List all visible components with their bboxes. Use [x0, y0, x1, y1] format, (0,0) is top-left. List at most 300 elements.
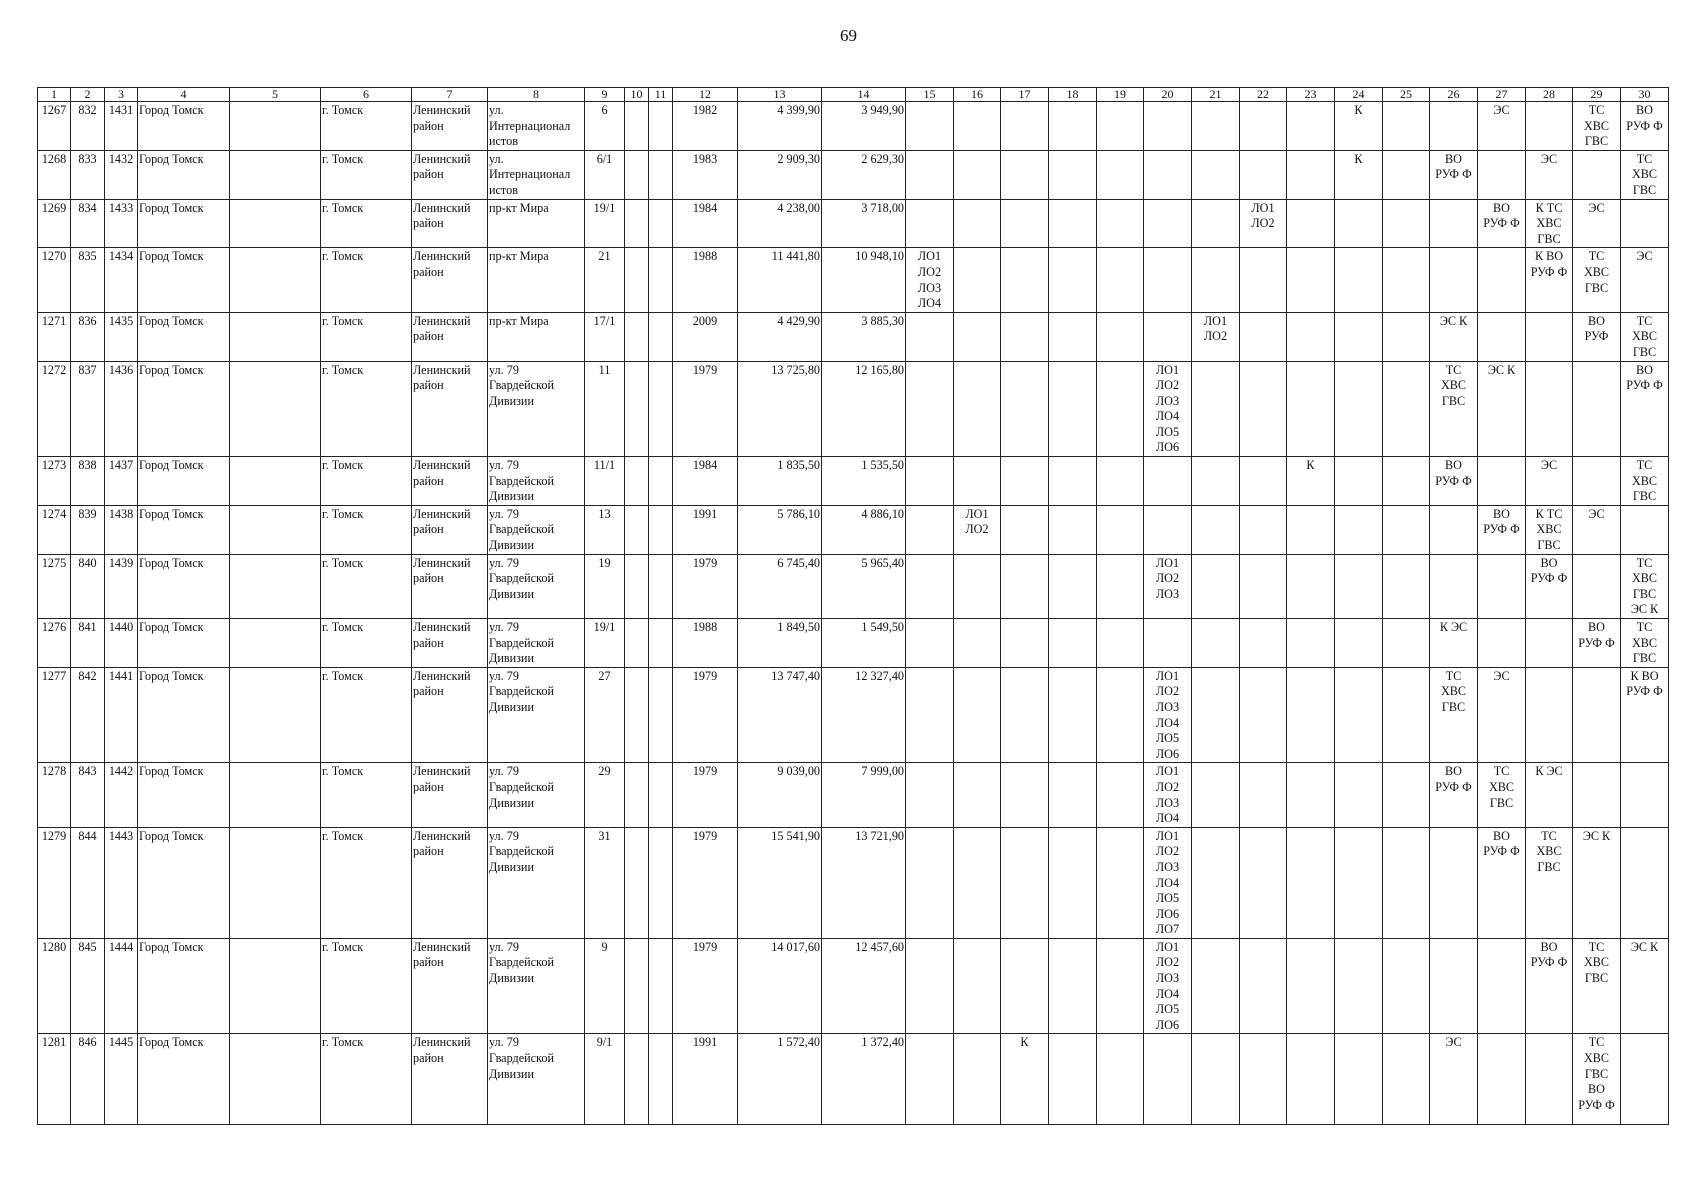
cell-line: ЛО3 [1155, 859, 1180, 874]
table-cell-col-30 [1621, 667, 1669, 763]
table-cell-col-15 [906, 554, 954, 618]
table-cell-col-27 [1478, 938, 1526, 1034]
cell-line: ТС [1588, 939, 1605, 954]
table-cell-col-14: 13 721,90 [822, 827, 906, 938]
table-cell-col-15 [906, 457, 954, 506]
cell-line: ВО [1493, 828, 1510, 843]
table-cell-col-29 [1573, 667, 1621, 763]
table-cell-col-24 [1335, 554, 1383, 618]
cell-line: ГВС [1537, 859, 1561, 874]
table-cell-col-27 [1478, 763, 1526, 827]
table-cell-col-20 [1144, 361, 1192, 457]
cell-line: Гвардейской [489, 635, 554, 650]
cell-line: ЛО3 [1155, 971, 1180, 986]
cell-line: ГВС [1584, 134, 1609, 149]
cell-line: ЛО4 [1155, 875, 1180, 890]
table-cell-col-28: К ЭС [1526, 763, 1573, 827]
cell-line: РУФ Ф [1483, 522, 1520, 537]
cell-line: ВО [1636, 103, 1653, 117]
table-cell-col-18 [1049, 827, 1097, 938]
table-cell-col-23: К [1287, 457, 1335, 506]
table-cell-col-3: 1433 [105, 199, 138, 248]
table-cell-col-18 [1049, 199, 1097, 248]
table-cell-col-11 [649, 827, 673, 938]
table-cell-col-17 [1001, 667, 1049, 763]
column-header: 29 [1573, 88, 1621, 102]
table-cell-col-10 [625, 763, 649, 827]
table-cell-col-13: 13 747,40 [738, 667, 822, 763]
table-cell-col-24 [1335, 619, 1383, 668]
table-cell-col-4: Город Томск [138, 248, 230, 312]
table-cell-col-13: 15 541,90 [738, 827, 822, 938]
table-cell-col-28 [1526, 505, 1573, 554]
table-cell-col-5 [230, 667, 321, 763]
table-cell-col-8 [488, 667, 585, 763]
cell-line: ГВС [1632, 344, 1657, 359]
cell-line: ЛО1 [1155, 764, 1180, 779]
cell-line: ЛО1 [1155, 828, 1180, 843]
cell-line: Гвардейской [489, 522, 554, 537]
table-cell-col-18 [1049, 457, 1097, 506]
table-cell-col-7 [412, 150, 488, 199]
table-cell-col-16 [954, 312, 1001, 361]
table-cell-col-17 [1001, 938, 1049, 1034]
table-cell-col-18 [1049, 102, 1097, 151]
table-cell-col-10 [625, 457, 649, 506]
table-cell-col-16 [954, 667, 1001, 763]
table-cell-col-25 [1383, 361, 1430, 457]
table-cell-col-18 [1049, 938, 1097, 1034]
table-cell-col-22 [1240, 1034, 1287, 1125]
cell-line: Ленинский [413, 103, 471, 117]
table-cell-col-18 [1049, 312, 1097, 361]
cell-line: район [413, 635, 444, 650]
table-cell-col-28 [1526, 102, 1573, 151]
column-header: 13 [738, 88, 822, 102]
table-cell-col-30 [1621, 361, 1669, 457]
table-cell-col-26 [1430, 361, 1478, 457]
cell-line: ТС [1588, 1035, 1605, 1050]
table-cell-col-11 [649, 248, 673, 312]
cell-line: Ленинский [413, 506, 471, 521]
table-cell-col-10 [625, 150, 649, 199]
table-cell-col-15 [906, 827, 954, 938]
cell-line: Ленинский [413, 620, 471, 634]
cell-line: Дивизии [489, 538, 534, 553]
table-cell-col-21 [1192, 102, 1240, 151]
table-cell-col-10 [625, 554, 649, 618]
table-cell-col-9: 6/1 [585, 150, 625, 199]
table-cell-col-22 [1240, 361, 1287, 457]
table-cell-col-17 [1001, 619, 1049, 668]
table-cell-col-11 [649, 554, 673, 618]
cell-line: ХВС [1631, 473, 1658, 488]
table-cell-col-14: 1 372,40 [822, 1034, 906, 1125]
cell-line: Ленинский [413, 555, 471, 570]
cell-line: Ленинский [413, 313, 471, 328]
column-header: 19 [1097, 88, 1144, 102]
cell-line: ЛО2 [1155, 571, 1180, 586]
cell-line: район [413, 571, 444, 586]
cell-line: К ТС [1535, 506, 1563, 521]
cell-line: истов [489, 134, 518, 149]
table-cell-col-9: 9/1 [585, 1034, 625, 1125]
table-cell-col-14: 12 457,60 [822, 938, 906, 1034]
table-cell-col-1: 1281 [38, 1034, 71, 1125]
table-cell-col-22 [1240, 619, 1287, 668]
column-header: 8 [488, 88, 585, 102]
table-cell-col-21 [1192, 667, 1240, 763]
cell-line: Гвардейской [489, 955, 554, 970]
table-cell-col-1: 1269 [38, 199, 71, 248]
cell-line: ЛО1 [1203, 313, 1228, 328]
table-cell-col-4: Город Томск [138, 361, 230, 457]
cell-line: ХВС [1536, 522, 1562, 537]
table-cell-col-11 [649, 150, 673, 199]
cell-line: ТС [1636, 313, 1653, 328]
table-cell-col-12: 1979 [673, 763, 738, 827]
table-cell-col-14: 3 949,90 [822, 102, 906, 151]
table-cell-col-26: К ЭС [1430, 619, 1478, 668]
table-cell-col-8 [488, 199, 585, 248]
cell-line: ВО [1636, 362, 1653, 377]
table-cell-col-2: 838 [71, 457, 105, 506]
cell-line: Дивизии [489, 489, 534, 504]
cell-line: ЛО2 [1155, 955, 1180, 970]
table-cell-col-3: 1437 [105, 457, 138, 506]
table-cell-col-5 [230, 505, 321, 554]
table-cell-col-16 [954, 199, 1001, 248]
table-cell-col-2: 843 [71, 763, 105, 827]
table-cell-col-4: Город Томск [138, 554, 230, 618]
table-cell-col-20 [1144, 248, 1192, 312]
column-header: 15 [906, 88, 954, 102]
cell-line: ЛО1 [917, 249, 942, 264]
cell-line: ЛО6 [1155, 440, 1180, 455]
cell-line: ул. 79 [489, 1035, 519, 1050]
table-cell-col-4: Город Томск [138, 938, 230, 1034]
table-cell-col-12: 1979 [673, 361, 738, 457]
table-cell-col-23 [1287, 827, 1335, 938]
table-cell-col-4: Город Томск [138, 505, 230, 554]
cell-line: ЛО3 [1155, 699, 1180, 714]
table-cell-col-17 [1001, 554, 1049, 618]
table-cell-col-20 [1144, 554, 1192, 618]
cell-line: РУФ Ф [1578, 635, 1615, 650]
cell-line: РУФ Ф [1530, 264, 1568, 279]
cell-line: Дивизии [489, 393, 534, 408]
table-cell-col-24 [1335, 248, 1383, 312]
cell-line: К ВО [1630, 668, 1659, 683]
cell-line: ЛО4 [1155, 811, 1180, 826]
column-header: 14 [822, 88, 906, 102]
column-header: 5 [230, 88, 321, 102]
column-header: 12 [673, 88, 738, 102]
table-cell-col-23 [1287, 248, 1335, 312]
table-cell-col-25 [1383, 199, 1430, 248]
cell-line: РУФ Ф [1626, 684, 1663, 699]
table-cell-col-29 [1573, 763, 1621, 827]
table-row [38, 150, 1669, 199]
table-cell-col-16 [954, 361, 1001, 457]
table-cell-col-30: ЭС [1621, 248, 1669, 312]
cell-line: К ТС [1535, 200, 1563, 215]
table-cell-col-10 [625, 938, 649, 1034]
table-cell-col-30 [1621, 763, 1669, 827]
cell-line: ЛО2 [1203, 329, 1228, 344]
table-cell-col-29 [1573, 554, 1621, 618]
table-cell-col-4: Город Томск [138, 102, 230, 151]
cell-line: ХВС [1583, 264, 1610, 279]
cell-line: Ленинский [413, 151, 471, 166]
table-cell-col-4: Город Томск [138, 199, 230, 248]
table-cell-col-21 [1192, 248, 1240, 312]
table-cell-col-27 [1478, 199, 1526, 248]
table-cell-col-19 [1097, 199, 1144, 248]
table-cell-col-21 [1192, 361, 1240, 457]
table-cell-col-14: 3 718,00 [822, 199, 906, 248]
cell-line: ХВС [1536, 844, 1562, 859]
table-cell-col-17 [1001, 312, 1049, 361]
table-cell-col-29 [1573, 248, 1621, 312]
table-cell-col-11 [649, 505, 673, 554]
table-cell-col-1: 1279 [38, 827, 71, 938]
table-cell-col-22 [1240, 554, 1287, 618]
column-header: 30 [1621, 88, 1669, 102]
table-cell-col-11 [649, 667, 673, 763]
table-cell-col-6: г. Томск [321, 150, 412, 199]
cell-line: ТС [1588, 103, 1605, 117]
table-cell-col-5 [230, 312, 321, 361]
table-cell-col-13: 11 441,80 [738, 248, 822, 312]
cell-line: пр-кт Мира [489, 313, 549, 328]
cell-line: ЛО1 [1155, 362, 1180, 377]
cell-line: Ленинский [413, 458, 471, 473]
cell-line: Ленинский [413, 668, 471, 683]
table-cell-col-15 [906, 150, 954, 199]
table-cell-col-23 [1287, 150, 1335, 199]
table-cell-col-19 [1097, 554, 1144, 618]
cell-line: ЛО1 [1155, 939, 1180, 954]
cell-line: истов [489, 182, 518, 197]
table-cell-col-20 [1144, 150, 1192, 199]
cell-line: РУФ Ф [1435, 473, 1472, 488]
table-cell-col-24: К [1335, 102, 1383, 151]
table-cell-col-12: 1979 [673, 827, 738, 938]
table-cell-col-12: 1988 [673, 619, 738, 668]
table-cell-col-20 [1144, 938, 1192, 1034]
cell-line: район [413, 167, 444, 182]
table-cell-col-25 [1383, 102, 1430, 151]
column-header: 7 [412, 88, 488, 102]
table-cell-col-12: 1991 [673, 1034, 738, 1125]
table-cell-col-9: 27 [585, 667, 625, 763]
table-cell-col-24 [1335, 1034, 1383, 1125]
table-row [38, 619, 1669, 668]
table-cell-col-30 [1621, 312, 1669, 361]
table-cell-col-5 [230, 938, 321, 1034]
table-cell-col-6: г. Томск [321, 199, 412, 248]
table-cell-col-27 [1478, 1034, 1526, 1125]
table-cell-col-23 [1287, 667, 1335, 763]
table-cell-col-25 [1383, 248, 1430, 312]
cell-line: ГВС [1632, 182, 1657, 197]
table-cell-col-3: 1445 [105, 1034, 138, 1125]
table-cell-col-8 [488, 457, 585, 506]
table-cell-col-30 [1621, 554, 1669, 618]
table-cell-col-29 [1573, 457, 1621, 506]
table-cell-col-28 [1526, 667, 1573, 763]
table-cell-col-28 [1526, 199, 1573, 248]
table-cell-col-7 [412, 312, 488, 361]
table-cell-col-5 [230, 554, 321, 618]
table-cell-col-28 [1526, 312, 1573, 361]
table-cell-col-6: г. Томск [321, 763, 412, 827]
cell-line: ГВС [1584, 971, 1609, 986]
table-cell-col-19 [1097, 457, 1144, 506]
table-cell-col-25 [1383, 619, 1430, 668]
cell-line: Гвардейской [489, 684, 554, 699]
table-cell-col-6: г. Томск [321, 248, 412, 312]
table-cell-col-7 [412, 361, 488, 457]
cell-line: ВО [1493, 506, 1510, 521]
cell-line: РУФ [1584, 329, 1609, 344]
table-cell-col-24 [1335, 505, 1383, 554]
table-cell-col-30 [1621, 827, 1669, 938]
table-cell-col-8 [488, 554, 585, 618]
table-cell-col-9: 11 [585, 361, 625, 457]
cell-line: ЛО4 [1155, 715, 1180, 730]
cell-line: РУФ Ф [1435, 779, 1472, 794]
table-cell-col-11 [649, 619, 673, 668]
cell-line: ВО [1493, 200, 1510, 215]
table-cell-col-7 [412, 938, 488, 1034]
table-cell-col-21 [1192, 763, 1240, 827]
cell-line: ХВС [1631, 167, 1658, 182]
table-cell-col-23 [1287, 312, 1335, 361]
table-cell-col-19 [1097, 102, 1144, 151]
table-cell-col-7 [412, 248, 488, 312]
table-cell-col-19 [1097, 763, 1144, 827]
table-cell-col-9: 29 [585, 763, 625, 827]
cell-line: ЛО6 [1155, 906, 1180, 921]
table-cell-col-1: 1267 [38, 102, 71, 151]
table-cell-col-11 [649, 102, 673, 151]
table-cell-col-25 [1383, 150, 1430, 199]
cell-line: ВО [1588, 1082, 1605, 1097]
table-cell-col-5 [230, 763, 321, 827]
table-cell-col-22 [1240, 505, 1287, 554]
cell-line: ул. 79 [489, 555, 519, 570]
table-cell-col-19 [1097, 667, 1144, 763]
cell-line: РУФ Ф [1483, 216, 1520, 231]
table-cell-col-28 [1526, 619, 1573, 668]
table-cell-col-17 [1001, 457, 1049, 506]
table-cell-col-3: 1440 [105, 619, 138, 668]
table-cell-col-4: Город Томск [138, 763, 230, 827]
table-cell-col-1: 1275 [38, 554, 71, 618]
table-cell-col-13: 5 786,10 [738, 505, 822, 554]
table-cell-col-6: г. Томск [321, 619, 412, 668]
table-cell-col-15 [906, 361, 954, 457]
table-cell-col-30 [1621, 102, 1669, 151]
table-cell-col-21 [1192, 312, 1240, 361]
table-cell-col-13: 9 039,00 [738, 763, 822, 827]
cell-line: ХВС [1440, 378, 1467, 393]
table-cell-col-19 [1097, 312, 1144, 361]
table-cell-col-17 [1001, 763, 1049, 827]
table-body [38, 102, 1669, 1125]
cell-line: Дивизии [489, 971, 534, 986]
table-cell-col-22 [1240, 667, 1287, 763]
table-cell-col-20 [1144, 619, 1192, 668]
table-cell-col-22 [1240, 312, 1287, 361]
table-cell-col-23 [1287, 102, 1335, 151]
table-cell-col-4: Город Томск [138, 457, 230, 506]
table-cell-col-29 [1573, 312, 1621, 361]
cell-line: ул. 79 [489, 506, 519, 521]
table-cell-col-19 [1097, 827, 1144, 938]
cell-line: ВО [1445, 458, 1462, 473]
table-cell-col-4: Город Томск [138, 1034, 230, 1125]
cell-line: ЛО4 [917, 296, 942, 311]
cell-line: ЛО5 [1155, 891, 1180, 906]
cell-line: Ленинский [413, 764, 471, 779]
table-cell-col-4: Город Томск [138, 312, 230, 361]
table-row [38, 505, 1669, 554]
table-cell-col-5 [230, 827, 321, 938]
cell-line: Гвардейской [489, 779, 554, 794]
table-row [38, 312, 1669, 361]
table-cell-col-13: 4 399,90 [738, 102, 822, 151]
table-cell-col-27 [1478, 827, 1526, 938]
table-cell-col-20 [1144, 1034, 1192, 1125]
table-cell-col-19 [1097, 248, 1144, 312]
cell-line: ХВС [1583, 118, 1610, 133]
table-cell-col-9: 17/1 [585, 312, 625, 361]
table-cell-col-3: 1444 [105, 938, 138, 1034]
table-cell-col-6: г. Томск [321, 554, 412, 618]
table-cell-col-27: ЭС К [1478, 361, 1526, 457]
table-cell-col-5 [230, 457, 321, 506]
cell-line: ул. [489, 103, 504, 117]
table-cell-col-16 [954, 827, 1001, 938]
table-cell-col-13: 13 725,80 [738, 361, 822, 457]
table-cell-col-4: Город Томск [138, 150, 230, 199]
table-cell-col-10 [625, 361, 649, 457]
table-cell-col-19 [1097, 938, 1144, 1034]
table-cell-col-18 [1049, 361, 1097, 457]
table-cell-col-28: ЭС [1526, 150, 1573, 199]
table-cell-col-25 [1383, 1034, 1430, 1125]
table-cell-col-22 [1240, 199, 1287, 248]
table-cell-col-21 [1192, 457, 1240, 506]
table-cell-col-12: 1984 [673, 457, 738, 506]
table-cell-col-3: 1431 [105, 102, 138, 151]
cell-line: ГВС [1537, 231, 1561, 246]
cell-line: ЛО3 [1155, 586, 1180, 601]
table-cell-col-21 [1192, 554, 1240, 618]
cell-line: ул. 79 [489, 458, 519, 473]
table-cell-col-3: 1441 [105, 667, 138, 763]
table-cell-col-17 [1001, 827, 1049, 938]
table-cell-col-1: 1278 [38, 763, 71, 827]
table-cell-col-16 [954, 102, 1001, 151]
table-cell-col-2: 841 [71, 619, 105, 668]
cell-line: ТС [1541, 828, 1557, 843]
table-cell-col-26 [1430, 102, 1478, 151]
table-row [38, 199, 1669, 248]
